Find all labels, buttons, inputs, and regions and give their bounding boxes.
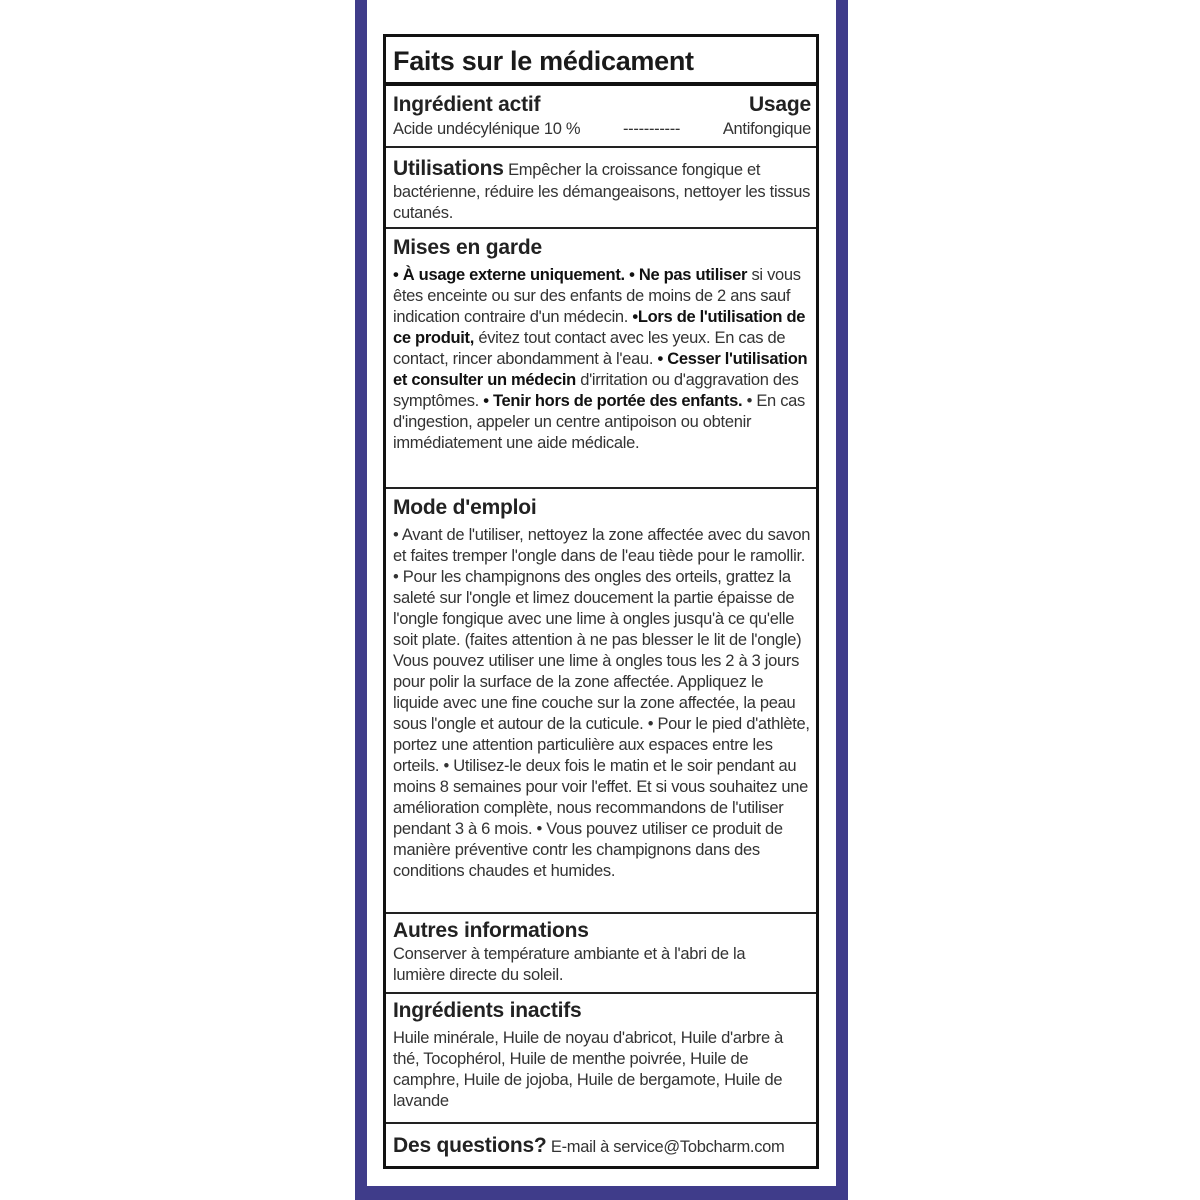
drug-facts-title: Faits sur le médicament [386,37,816,86]
other-info-text: Conserver à température ambiante et à l'abri de la lumière directe du soleil. [393,945,746,984]
directions-text: • Avant de l'utiliser, nettoyez la zone affectée avec du savon et faites tremper l'ongle dans de l'eau tiède pour le ramollir. • Pour les champignons des ongles des orteils, grattez la saleté sur l'ongle et limez doucement la partie épaisse de l'ongle fongique avec une lime à ongles jusqu'à ce qu'elle soit plate. (faites attention à ne pas blesser le lit de l'ongle) Vous pouvez utiliser une lime à ongles tous les 2 à 3 jours pour polir la surface de la zone affectée. Appliquez le liquide avec une fine couche sur la zone affectée, la peau sous l'ongle et autour de la cuticule. • Pour le pied d'athlète, portez une attention particulière aux espaces entre les orteils. • Utilisez-le deux fois le matin et le soir pendant au moins 8 semaines pour voir l'effet. Et si vous souhaitez une amélioration complète, nous recommandons de l'utiliser pendant 3 à 6 mois. • Vous pouvez utiliser ce produit de manière préventive contr les champignons dans des conditions chaudes et humides. [393,526,811,880]
directions-section [386,487,816,912]
questions-email: E-mail à service@Tobcharm.com [550,1138,785,1156]
questions-section [386,1122,816,1166]
other-info-heading: Autres informations [393,919,589,942]
warnings-section [386,227,816,487]
warning-irritation-text: d'irritation ou d'aggravation des symptômes. [393,371,799,410]
drug-facts-panel [383,34,819,1169]
warning-ingestion-text: • En cas d'ingestion, appeler un centre antipoison ou obtenir immédiatement une aide médicale. [393,392,805,452]
active-ingredient-heading: Ingrédient actif [393,93,541,116]
leader-dashes: ----------- [622,120,681,138]
uses-heading: Utilisations [393,157,504,180]
usage-value: Antifongique [722,120,811,138]
directions-heading: Mode d'emploi [393,496,537,519]
usage-heading: Usage [748,93,811,116]
warning-external-use: • À usage externe uniquement. [393,266,625,284]
warning-do-not-use: • Ne pas utiliser [629,266,748,284]
inactive-ingredients-section [386,992,816,1122]
uses-text: Empêcher la croissance fongique et bactérienne, réduire les démangeaisons, nettoyer les tissus cutanés. [393,161,811,222]
active-ingredient-name: Acide undécylénique 10 % [393,120,581,138]
warnings-heading: Mises en garde [393,236,542,259]
warning-stop-use: • Cesser l'utilisation et consulter un médecin [393,350,808,389]
warning-eyes-text: évitez tout contact avec les yeux. En cas de contact, rincer abondamment à l'eau. [393,329,786,368]
questions-heading: Des questions? [393,1134,547,1157]
warning-keep-away: • Tenir hors de portée des enfants. [483,392,743,410]
warning-when-using: •Lors de l'utilisation de ce produit, [393,308,806,347]
warning-pregnancy-text: si vous êtes enceinte ou sur des enfants de moins de 2 ans sauf indication contraire d'un médecin. [393,266,801,326]
uses-section [386,146,816,227]
other-info-section [386,912,816,992]
active-ingredient-section [386,86,816,146]
inactive-ingredients-heading: Ingrédients inactifs [393,999,582,1022]
inactive-ingredients-text: Huile minérale, Huile de noyau d'abricot, Huile d'arbre à thé, Tocophérol, Huile de menthe poivrée, Huile de camphre, Huile de jojoba, Huile de bergamote, Huile de lavande [393,1029,784,1110]
